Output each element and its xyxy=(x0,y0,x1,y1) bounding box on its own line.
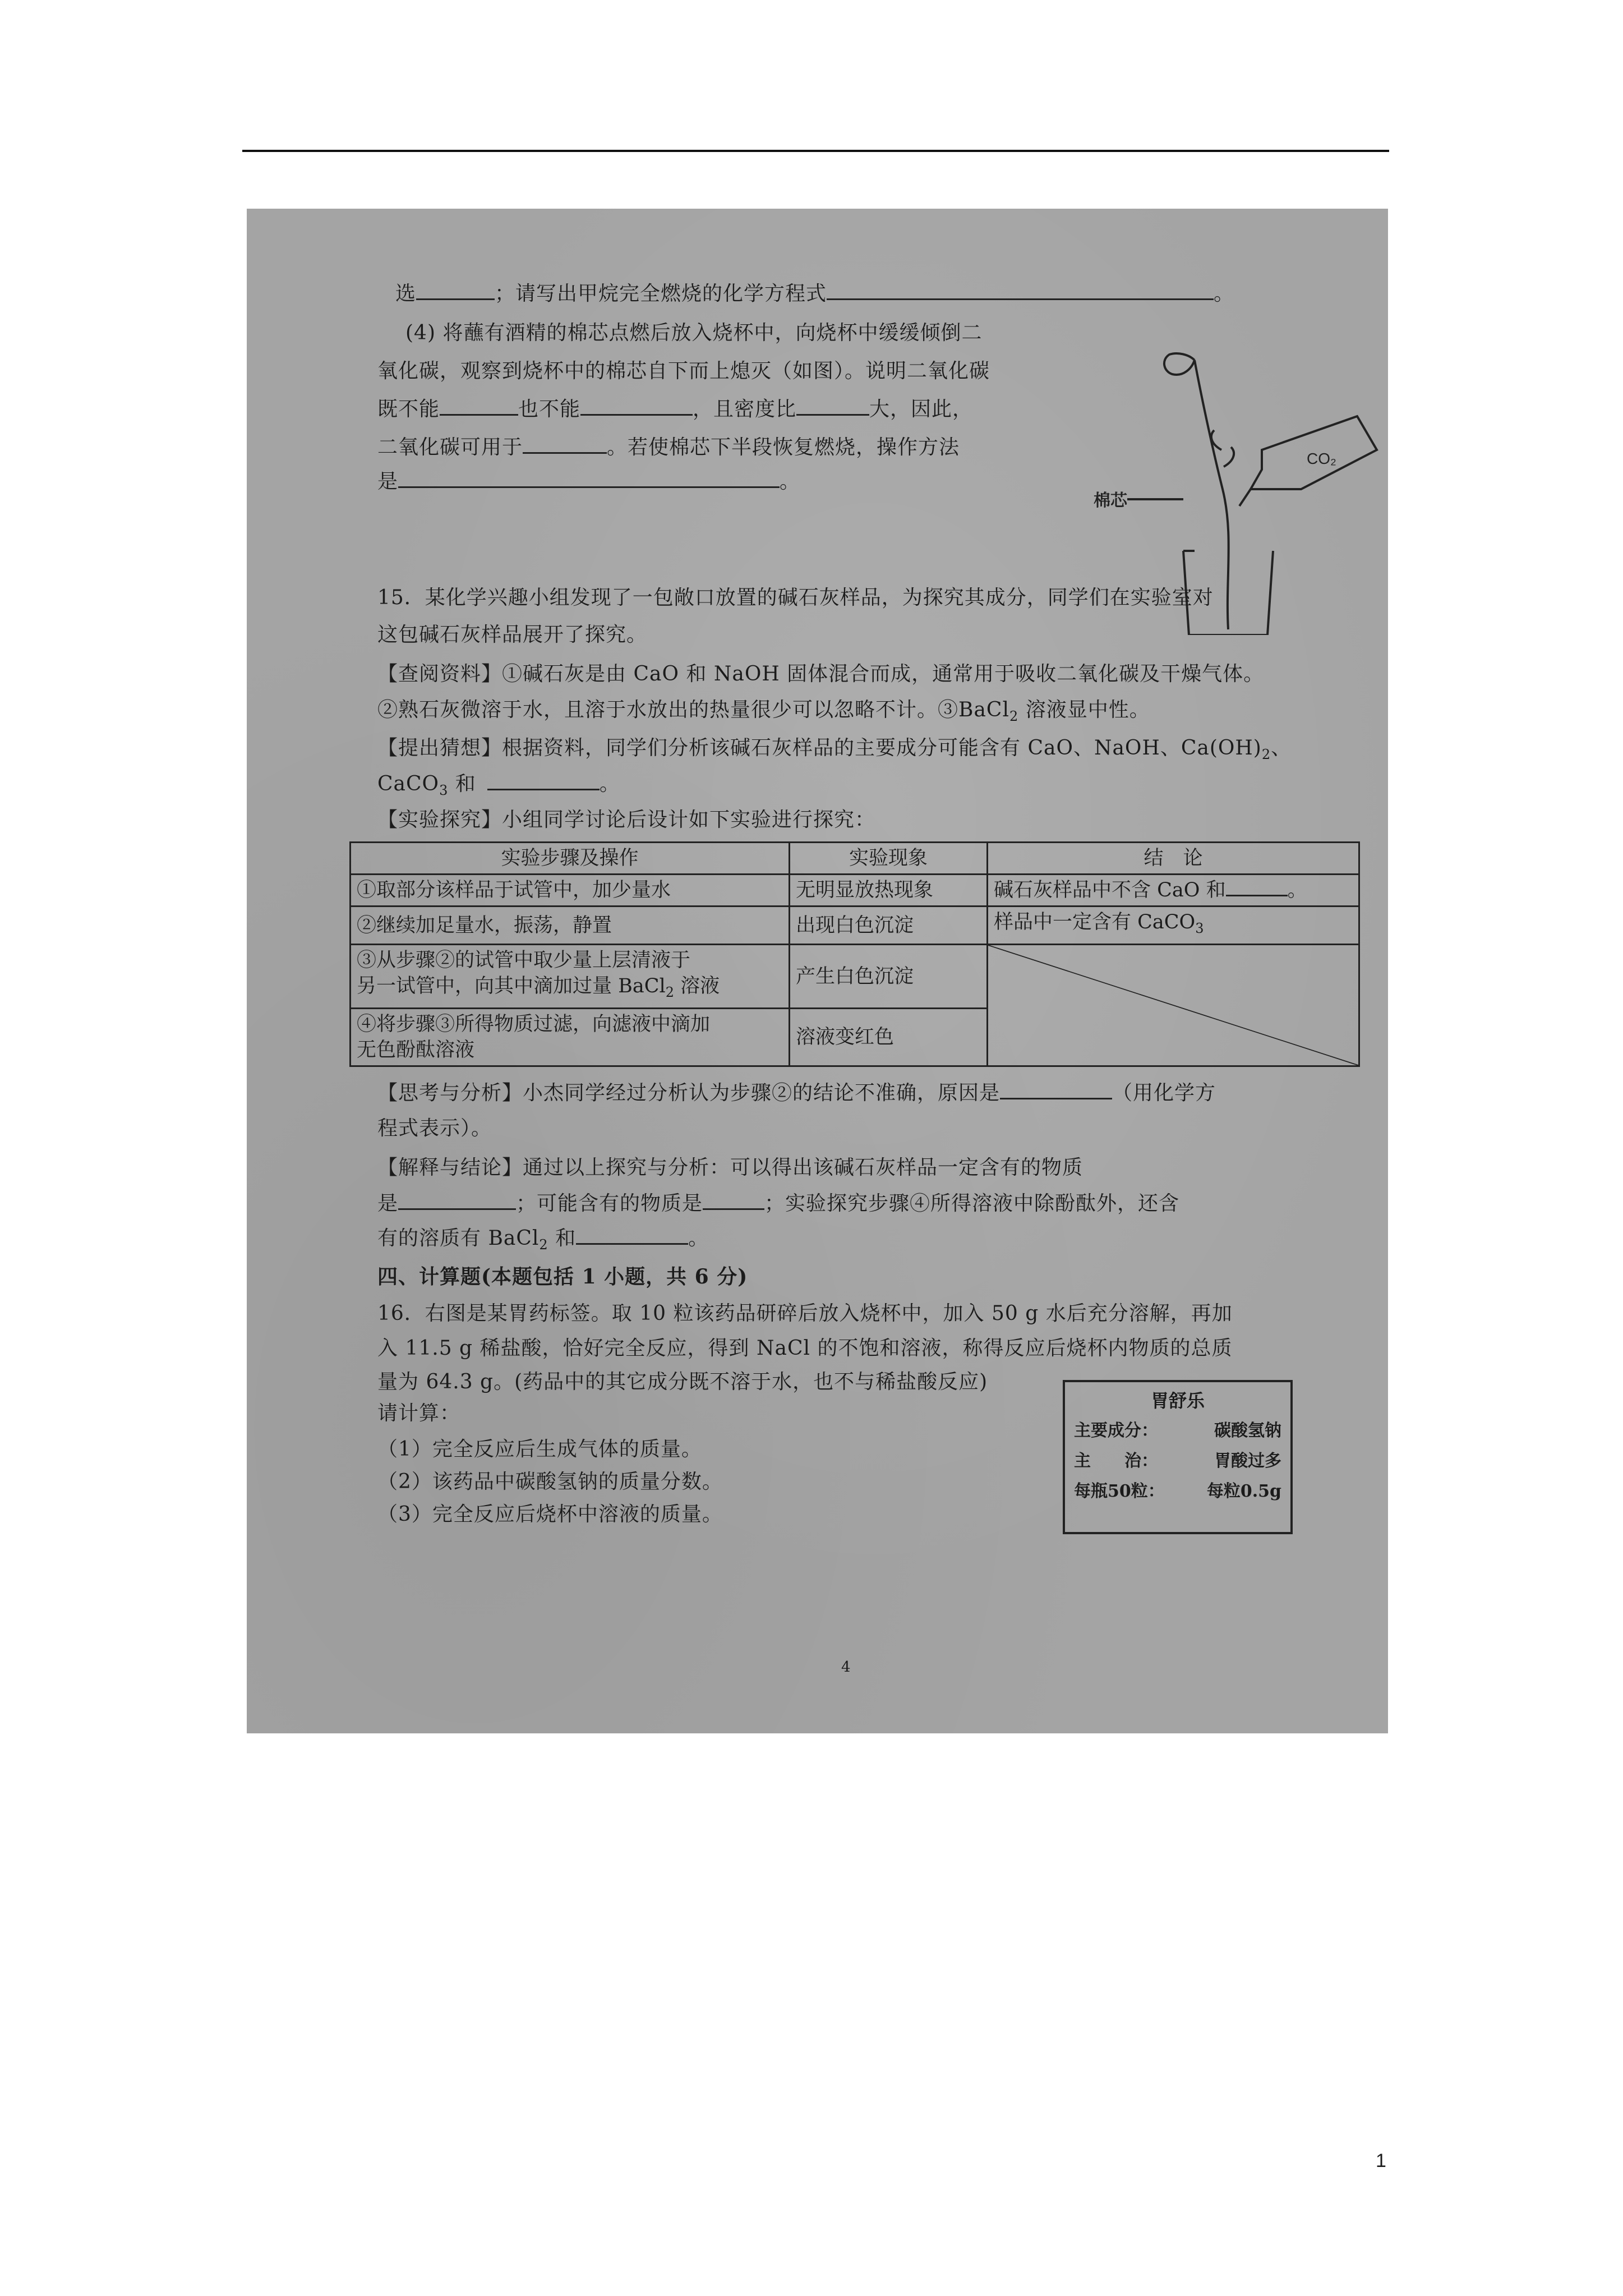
header-conclusion: 结 论 xyxy=(988,843,1359,875)
conclusion-crossed-cell xyxy=(988,945,1359,1066)
line-q14-observe: 氧化碳，观察到烧杯中的棉芯自下而上熄灭（如图）。说明二氧化碳 xyxy=(377,360,990,383)
line-q15-intro1: 15．某化学兴趣小组发现了一包敞口放置的碱石灰样品，为探究其成分，同学们在实验室对 xyxy=(377,586,1214,609)
line-think1: 【思考与分析】小杰同学经过分析认为步骤②的结论不准确，原因是 （用化学方 xyxy=(377,1082,1216,1105)
section-4-heading: 四、计算题(本题包括 1 小题，共 6 分) xyxy=(377,1265,748,1289)
page-number: 1 xyxy=(1376,2150,1386,2171)
step-4: ④将步骤③所得物质过滤，向滤液中滴加 无色酚酞溶液 xyxy=(351,1009,790,1066)
table-row xyxy=(351,945,1359,1009)
scanned-exam-page xyxy=(247,209,1388,1733)
drug-label-row: 主要成分： 碳酸氢钠 xyxy=(1074,1421,1281,1441)
conclusion-1: 碱石灰样品中不含 CaO 和 。 xyxy=(988,875,1359,907)
line-q16a: 16．右图是某胃药标签。取 10 粒该药品研碎后放入烧杯中，加入 50 g 水后充分溶解，再加 xyxy=(377,1302,1233,1325)
header-phenomenon: 实验现象 xyxy=(790,843,988,875)
table-row xyxy=(351,875,1359,907)
header-step: 实验步骤及操作 xyxy=(351,843,790,875)
phenomenon-3: 产生白色沉淀 xyxy=(790,945,988,1009)
inner-page-number: 4 xyxy=(841,1659,851,1676)
line-q16c: 量为 64.3 g。(药品中的其它成分既不溶于水，也不与稀盐酸反应) xyxy=(377,1370,988,1393)
co2-label: CO₂ xyxy=(1307,450,1336,467)
calc-item-2: （2）该药品中碳酸氢钠的质量分数。 xyxy=(377,1470,723,1493)
drug-label-row: 每瓶50粒： 每粒0.5g xyxy=(1074,1481,1281,1501)
line-q14-4: (4) 将蘸有酒精的棉芯点燃后放入烧杯中，向烧杯中缓缓倾倒二 xyxy=(405,321,983,344)
step-3: ③从步骤②的试管中取少量上层清液于 另一试管中，向其中滴加过量 BaCl$_2$ 溶液 xyxy=(351,945,790,1009)
line-calc: 请计算： xyxy=(377,1402,461,1425)
line-q14-blanks: 既不能 也不能 ，且密度比 大，因此， xyxy=(377,398,974,421)
step-1: ①取部分该样品于试管中，加少量水 xyxy=(351,875,790,907)
line-q14-use: 二氧化碳可用于 。若使棉芯下半段恢复燃烧，操作方法 xyxy=(377,436,960,459)
line-q16b: 入 11.5 g 稀盐酸，恰好完全反应，得到 NaCl 的不饱和溶液，称得反应后烧杯内物质的总质 xyxy=(377,1337,1233,1360)
line-guess1: 【提出猜想】根据资料，同学们分析该碱石灰样品的主要成分可能含有 CaO、NaOH、$Ca(OH)_2$、 xyxy=(377,737,1292,763)
line-q14-method: 是 。 xyxy=(377,470,801,493)
line-q15-intro2: 这包碱石灰样品展开了探究。 xyxy=(377,623,648,646)
conclusion-2: 样品中一定含有 CaCO$_3$ xyxy=(988,907,1359,945)
diagonal-line xyxy=(988,945,1358,1065)
table-header-row xyxy=(351,843,1359,875)
line-concl2: 是 ；可能含有的物质是 ；实验探究步骤④所得溶液中除酚酞外，还含 xyxy=(377,1192,1180,1215)
line-info2: ②熟石灰微溶于水，且溶于水放出的热量很少可以忽略不计。③BaCl$_2$ 溶液显中性。 xyxy=(377,698,1150,725)
header-rule xyxy=(242,150,1389,152)
line-q14-select: 选 ；请写出甲烷完全燃烧的化学方程式 。 xyxy=(395,282,1235,305)
phenomenon-2: 出现白色沉淀 xyxy=(790,907,988,945)
line-concl3: 有的溶质有 BaCl$_2$ 和 。 xyxy=(377,1227,709,1253)
drug-label-box xyxy=(1063,1380,1293,1534)
calc-item-3: （3）完全反应后烧杯中溶液的质量。 xyxy=(377,1503,723,1526)
line-explore: 【实验探究】小组同学讨论后设计如下实验进行探究： xyxy=(377,808,876,831)
phenomenon-4: 溶液变红色 xyxy=(790,1009,988,1066)
step-2: ②继续加足量水，振荡，静置 xyxy=(351,907,790,945)
drug-label-row: 主 治： 胃酸过多 xyxy=(1074,1451,1281,1471)
table-row xyxy=(351,907,1359,945)
wick-label: 棉芯 xyxy=(1094,491,1127,510)
line-concl1: 【解释与结论】通过以上探究与分析：可以得出该碱石灰样品一定含有的物质 xyxy=(377,1156,1083,1179)
line-think2: 程式表示）。 xyxy=(377,1117,492,1140)
calc-item-1: （1）完全反应后生成气体的质量。 xyxy=(377,1438,702,1461)
line-info1: 【查阅资料】①碱石灰是由 CaO 和 NaOH 固体混合而成，通常用于吸收二氧化碳及干燥气体。 xyxy=(377,662,1265,685)
line-guess2: CaCO$_3$ 和 。 xyxy=(377,772,620,799)
phenomenon-1: 无明显放热现象 xyxy=(790,875,988,907)
experiment-table xyxy=(349,841,1360,1067)
drug-label-title: 胃舒乐 xyxy=(1150,1390,1205,1411)
